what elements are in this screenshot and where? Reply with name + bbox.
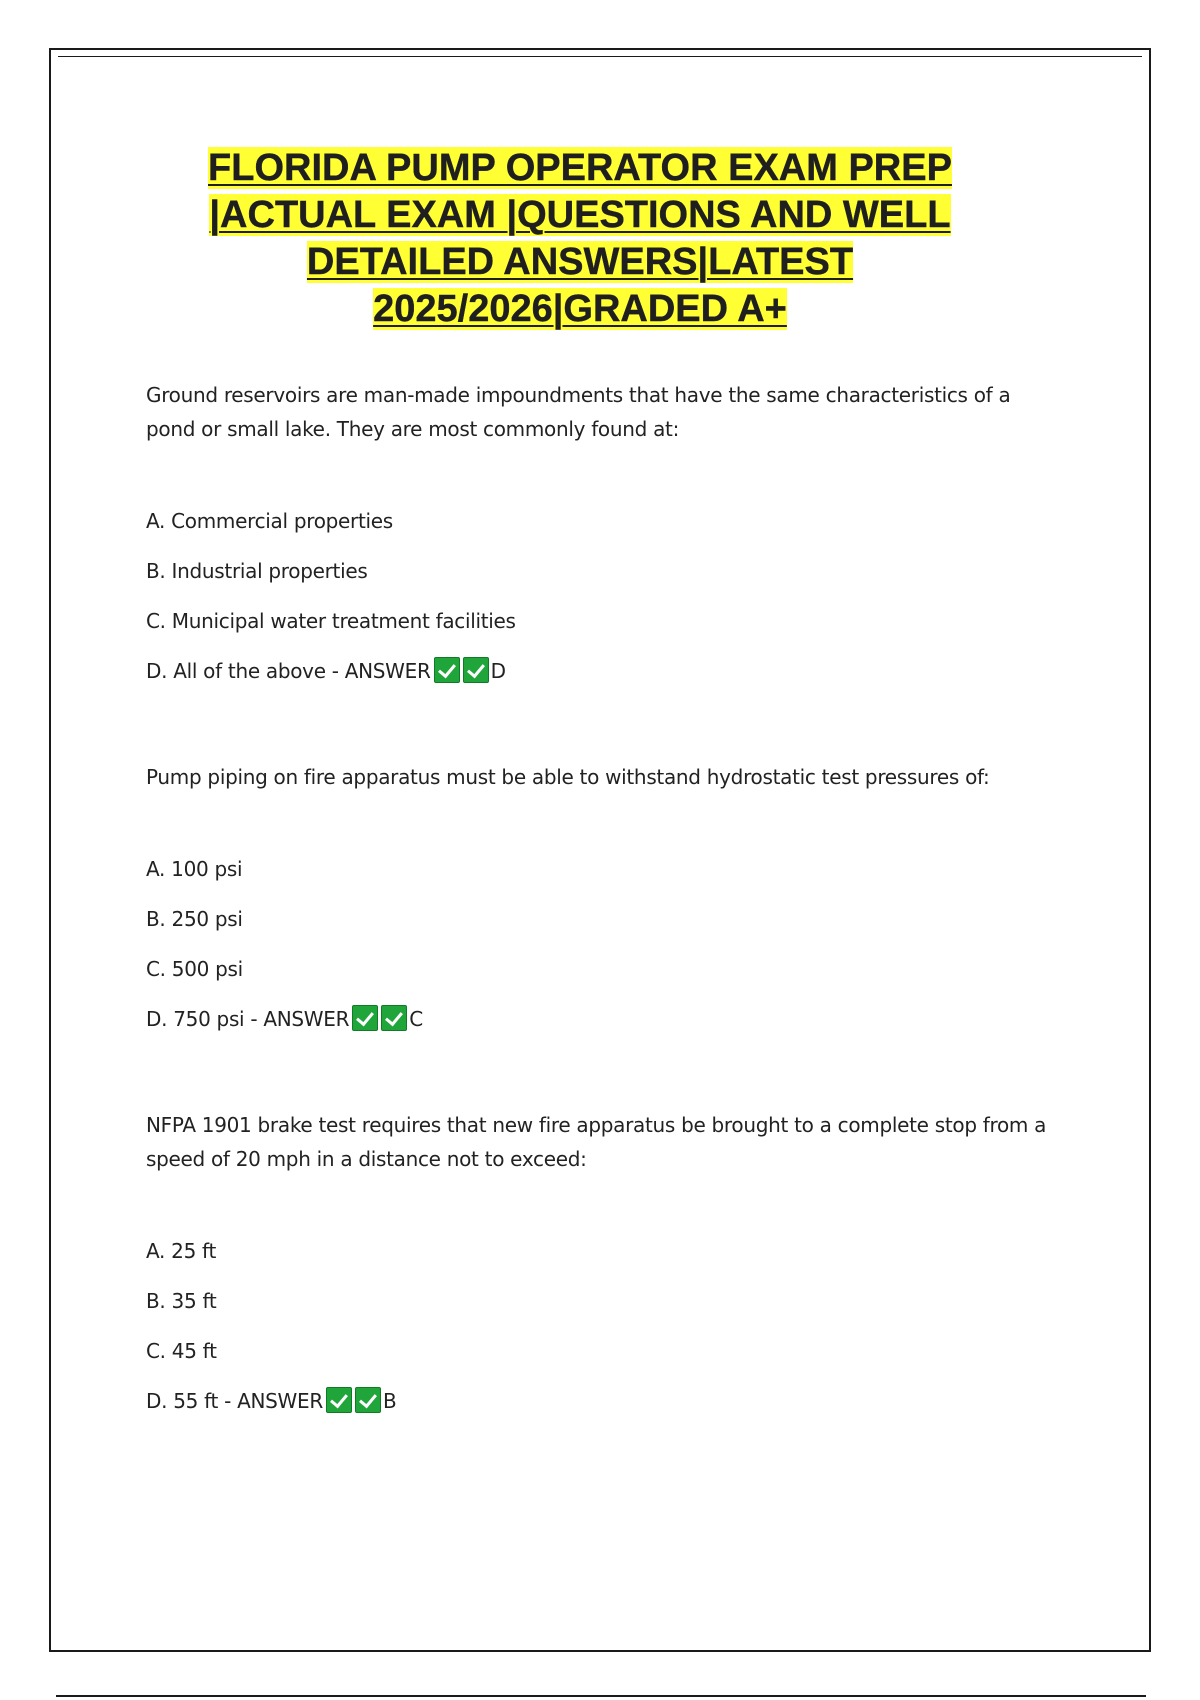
answer-letter: D [490,659,506,683]
title-line-2: |ACTUAL EXAM |QUESTIONS AND WELL [209,194,951,236]
question-3-text [146,1108,1076,1176]
next-page-rule [56,1695,1146,1697]
question-1-line-2: pond or small lake. They are most commonly found at: [146,417,680,441]
option-d-answer [146,1386,1076,1416]
question-3 [146,1108,1076,1416]
question-3-line-2: speed of 20 mph in a distance not to exceed: [146,1147,587,1171]
question-2-text [146,760,1076,794]
title-line-1: FLORIDA PUMP OPERATOR EXAM PREP [208,147,952,189]
frame-top-rule [58,56,1142,57]
question-1-text [146,378,1076,446]
checkmark-icon [326,1387,352,1413]
option-d-text: D. 750 psi - ANSWER [146,1007,350,1031]
question-1-line-1: Ground reservoirs are man-made impoundments that have the same characteristics of a [146,383,1011,407]
question-3-line-1: NFPA 1901 brake test requires that new fire apparatus be brought to a complete stop from a [146,1113,1047,1137]
question-3-options [146,1236,1076,1416]
option-a: A. 100 psi [146,857,243,881]
question-2-options [146,854,1076,1034]
document-title [150,145,1010,333]
checkmark-icon [352,1005,378,1031]
option-b: B. 35 ft [146,1289,217,1313]
option-c: C. 500 psi [146,957,243,981]
answer-letter: C [409,1007,423,1031]
answer-letter: B [382,1389,397,1413]
checkmark-icon [463,657,489,683]
title-line-3: DETAILED ANSWERS|LATEST [306,241,854,283]
checkmark-icon [381,1005,407,1031]
question-list [146,378,1076,1416]
option-c: C. 45 ft [146,1339,217,1363]
question-1-options [146,506,1076,686]
question-1 [146,378,1076,686]
option-b: B. 250 psi [146,907,243,931]
checkmark-icon [355,1387,381,1413]
question-2 [146,760,1076,1034]
option-d-answer [146,656,1076,686]
option-c: C. Municipal water treatment facilities [146,609,516,633]
option-a: A. Commercial properties [146,509,393,533]
option-d-text: D. 55 ft - ANSWER [146,1389,323,1413]
checkmark-icon [434,657,460,683]
question-2-line-1: Pump piping on fire apparatus must be able to withstand hydrostatic test pressures of: [146,765,990,789]
option-d-answer [146,1004,1076,1034]
option-a: A. 25 ft [146,1239,216,1263]
title-line-4: 2025/2026|GRADED A+ [373,288,787,330]
option-d-text: D. All of the above - ANSWER [146,659,431,683]
option-b: B. Industrial properties [146,559,368,583]
